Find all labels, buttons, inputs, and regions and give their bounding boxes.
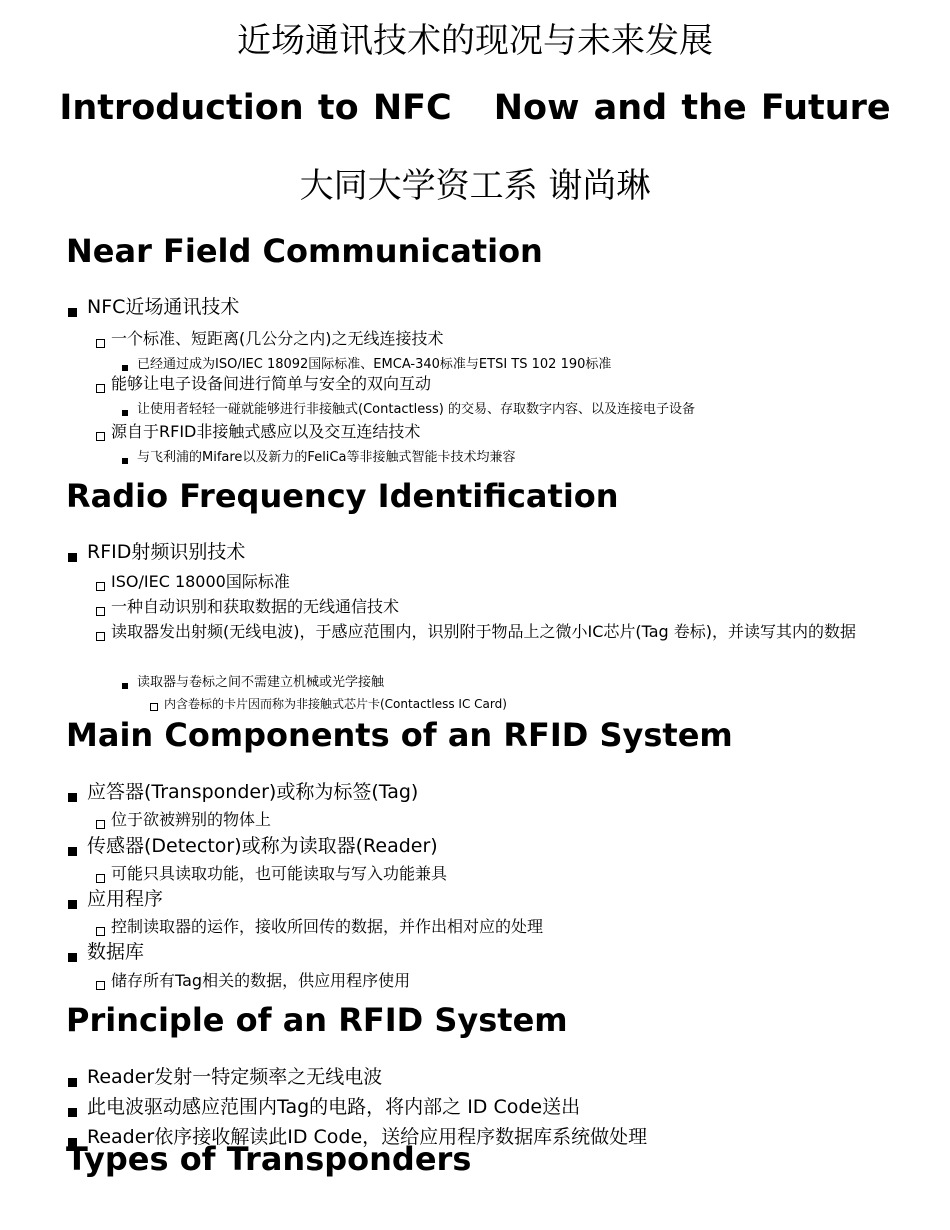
hollow-square-bullet-icon [96,432,105,441]
square-bullet-icon [68,847,77,856]
small-square-bullet-icon [122,683,128,689]
list-item: 内含卷标的卡片因而称为非接触式芯片卡(Contactless IC Card) [150,696,507,712]
square-bullet-icon [68,308,77,317]
hollow-square-bullet-icon [96,927,105,936]
list-item: 此电波驱动感应范围内Tag的电路，将内部之 ID Code送出 [68,1094,580,1120]
section-heading-nfc: Near Field Communication [66,232,543,270]
hollow-square-bullet-icon [96,820,105,829]
list-item: 位于欲被辨别的物体上 [96,809,271,831]
list-item: 控制读取器的运作，接收所回传的数据，并作出相对应的处理 [96,916,543,938]
list-item: NFC近场通讯技术 [68,294,239,320]
hollow-square-bullet-icon [96,632,105,641]
square-bullet-icon [68,1108,77,1117]
hollow-square-bullet-icon [96,607,105,616]
document-title-chinese: 近场通讯技术的现况与未来发展 [237,21,713,61]
list-item: RFID射频识别技术 [68,539,245,565]
square-bullet-icon [68,553,77,562]
square-bullet-icon [68,900,77,909]
title-english-right: Now and the Future [493,88,891,128]
list-item: 让使用者轻轻一碰就能够进行非接触式(Contactless) 的交易、存取数字内容、以及连接电子设备 [122,401,695,419]
list-item: 能够让电子设备间进行简单与安全的双向互动 [96,373,431,395]
list-item: 一个标准、短距离(几公分之内)之无线连接技术 [96,328,444,350]
list-item: 读取器发出射频(无线电波)，于感应范围内，识别附于物品上之微小IC芯片(Tag 卷标)，并读写其内的数据 [96,621,891,643]
small-square-bullet-icon [122,458,128,464]
section-heading-types: Types of Transponders [66,1140,472,1178]
section-heading-principle: Principle of an RFID System [66,1001,568,1039]
section-heading-components: Main Components of an RFID System [66,716,733,754]
list-item: 读取器与卷标之间不需建立机械或光学接触 [122,674,384,692]
list-item: Reader依序接收解读此ID Code，送给应用程序数据库系统做处理 [68,1124,647,1150]
small-square-bullet-icon [122,410,128,416]
list-item: 源自于RFID非接触式感应以及交互连结技术 [96,421,420,443]
small-square-bullet-icon [122,365,128,371]
section-heading-rfid: Radio Frequency Identification [66,477,619,515]
list-item: 传感器(Detector)或称为读取器(Reader) [68,833,438,859]
list-item: 应答器(Transponder)或称为标签(Tag) [68,779,418,805]
list-item: 数据库 [68,939,144,965]
hollow-square-bullet-icon [96,874,105,883]
hollow-square-bullet-icon [96,582,105,591]
hollow-square-bullet-icon [96,981,105,990]
square-bullet-icon [68,793,77,802]
hollow-square-bullet-icon [150,703,158,711]
list-item: 与飞利浦的Mifare以及新力的FeliCa等非接触式智能卡技术均兼容 [122,449,515,467]
list-item: 一种自动识别和获取数据的无线通信技术 [96,596,399,618]
title-english-left: Introduction to NFC [59,88,452,128]
list-item: ISO/IEC 18000国际标准 [96,571,290,593]
author-line: 大同大学资工系 谢尚琳 [299,166,651,206]
square-bullet-icon [68,1078,77,1087]
list-item: Reader发射一特定频率之无线电波 [68,1064,382,1090]
list-item: 可能只具读取功能，也可能读取与写入功能兼具 [96,863,447,885]
list-item: 储存所有Tag相关的数据，供应用程序使用 [96,970,410,992]
hollow-square-bullet-icon [96,339,105,348]
list-item: 已经通过成为ISO/IEC 18092国际标准、EMCA-340标准与ETSI TS 102 190标准 [122,356,611,374]
hollow-square-bullet-icon [96,384,105,393]
list-item: 应用程序 [68,886,163,912]
square-bullet-icon [68,953,77,962]
document-title-english [0,86,950,130]
